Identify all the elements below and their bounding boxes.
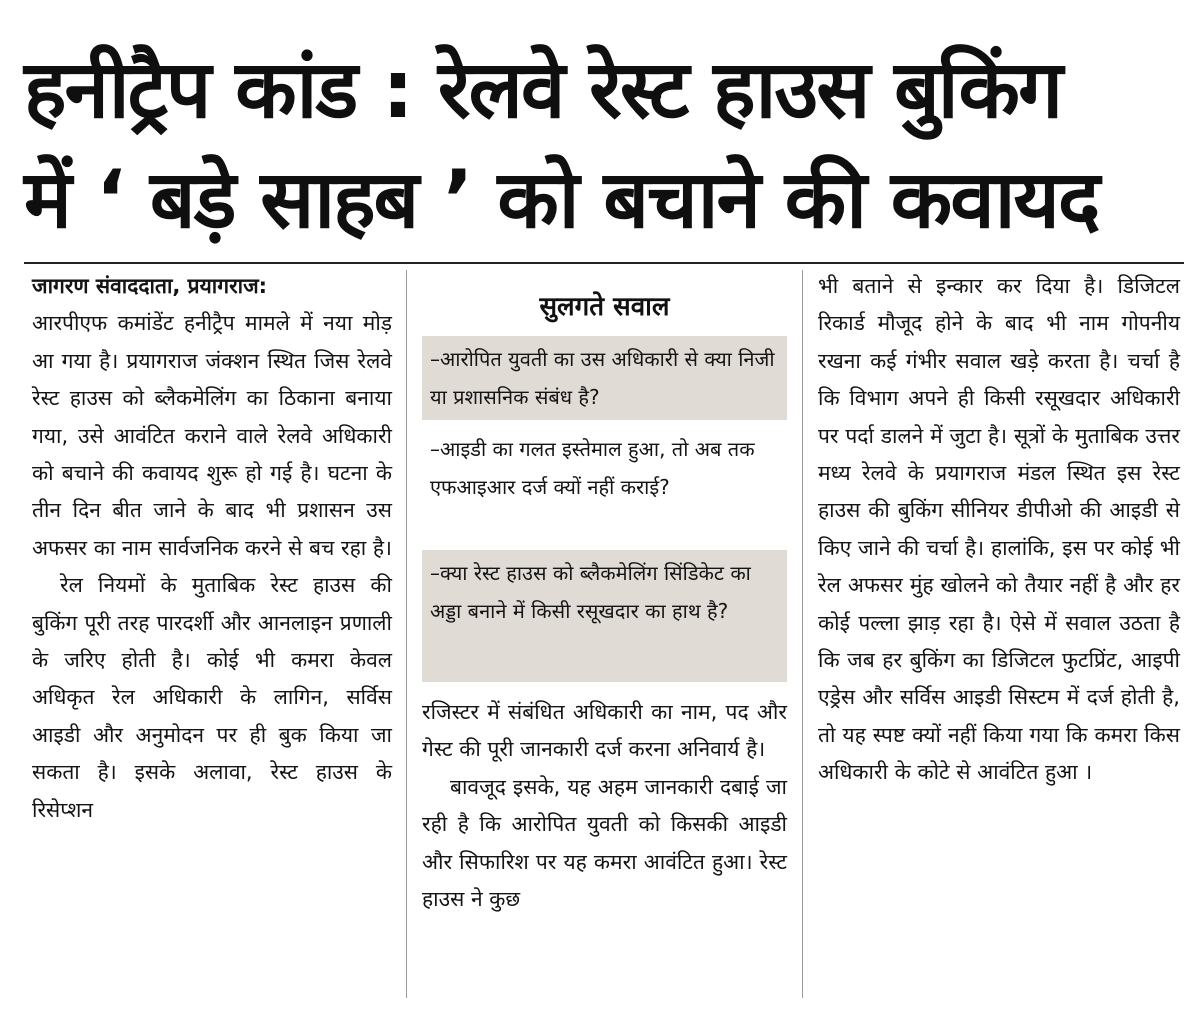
headline-divider xyxy=(24,262,1184,264)
column2-paragraph-1: रजिस्टर में संबंधित अधिकारी का नाम, पद और गेस्ट की पूरी जानकारी दर्ज करना अनिवार्य है। xyxy=(422,700,787,762)
sidebar-question-3: –क्या रेस्ट हाउस को ब्लैकमेलिंग सिंडिकेट का अड्डा बनाने में किसी रसूखदार का हाथ है? xyxy=(422,550,787,682)
column1-paragraph-1: आरपीएफ कमांडेंट हनीट्रैप मामले में नया मोड़ आ गया है। प्रयागराज जंक्शन स्थित जिस रेलवे रेस्ट हाउस को ब्लैकमेलिंग का ठिकाना बनाया गया, उसे आवंटित कराने वाले रेलवे अधिकारी को बचाने की कवायद शुरू हो गई है। घटना के तीन दिन बीत जाने के बाद भी प्रशासन उस अफसर का नाम सार्वजनिक करने से बच रहा है। xyxy=(32,311,392,560)
sidebar-box xyxy=(422,268,787,686)
byline: जागरण संवाददाता, प्रयागराज: xyxy=(32,274,268,298)
sidebar-title: सुलगते सवाल xyxy=(539,292,670,322)
sidebar-question-2: –आइडी का गलत इस्तेमाल हुआ, तो अब तक एफआइआर दर्ज क्यों नहीं कराई? xyxy=(430,437,755,499)
column3-paragraph-1: भी बताने से इन्कार कर दिया है। डिजिटल रिकार्ड मौजूद होने के बाद भी नाम गोपनीय रखना कई गंभीर सवाल खड़े करता है। चर्चा है कि विभाग अपने ही किसी रसूखदार अधिकारी पर पर्दा डालने में जुटा है। सूत्रों के मुताबिक उत्तर मध्य रेलवे के प्रयागराज मंडल स्थित इस रेस्ट हाउस की बुकिंग सीनियर डीपीओ की आइडी से किए जाने की चर्चा है। हालांकि, इस पर कोई भी रेल अफसर मुंह खोलने को तैयार नहीं है और हर कोई पल्ला झाड़ रहा है। ऐसे में सवाल उठता है कि जब हर बुकिंग का डिजिटल फुटप्रिंट, आइपी एड्रेस और सर्विस आइडी सिस्टम में दर्ज होती है, तो यह स्पष्ट क्यों नहीं किया गया कि कमरा किस अधिकारी के कोटे से आवंटित हुआ । xyxy=(818,274,1180,785)
sidebar-question-1: –आरोपित युवती का उस अधिकारी से क्या निजी या प्रशासनिक संबंध है? xyxy=(422,336,787,420)
article-column-3 xyxy=(818,268,1180,792)
headline-line-2: में ‘ बड़े साहब ’ को बचाने की कवायद xyxy=(24,153,1099,246)
column-divider-1 xyxy=(406,270,407,998)
column1-paragraph-2: रेल नियमों के मुताबिक रेस्ट हाउस की बुकिंग पूरी तरह पारदर्शी और आनलाइन प्रणाली के जरिए होती है। कोई भी कमरा केवल अधिकृत रेल अधिकारी के लागिन, सर्विस आइडी और अनुमोदन पर ही बुक किया जा सकता है। इसके अलावा, रेस्ट हाउस के रिसेप्शन xyxy=(32,573,392,822)
headline-line-1: हनीट्रैप कांड : रेलवे रेस्ट हाउस बुकिंग xyxy=(24,43,1062,136)
column-divider-2 xyxy=(802,270,803,998)
article-column-2 xyxy=(422,694,787,918)
article-column-1 xyxy=(32,268,392,829)
column2-paragraph-2: बावजूद इसके, यह अहम जानकारी दबाई जा रही है कि आरोपित युवती को किसकी आइडी और सिफारिश पर यह कमरा आवंटित हुआ। रेस्ट हाउस ने कुछ xyxy=(422,774,787,912)
